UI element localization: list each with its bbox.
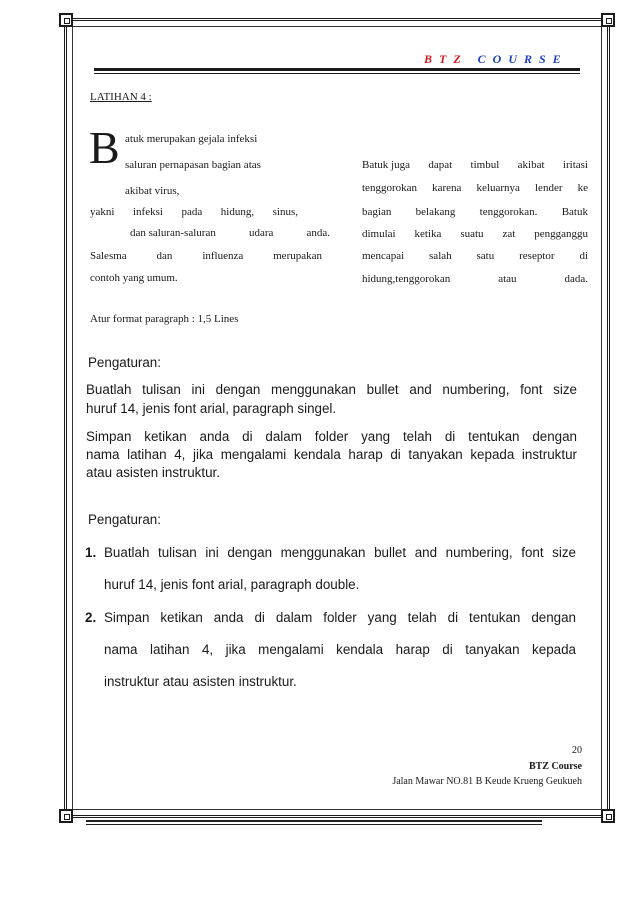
word: hidung,: [220, 206, 255, 218]
word: influenza: [202, 250, 244, 262]
word: ke: [577, 182, 588, 194]
word: merupakan: [273, 250, 322, 262]
footer-address: Jalan Mawar NO.81 B Keude Krueng Geukueh: [392, 776, 582, 787]
header-rule: [94, 68, 580, 71]
list-number-2: 2.: [85, 610, 97, 625]
word: keluarnya: [476, 182, 520, 194]
corner-ornament-bottom-left: [59, 809, 73, 823]
bottom-rule-thin: [86, 824, 542, 825]
word: di: [579, 250, 588, 262]
word: Salesma: [90, 250, 127, 262]
right-line-5: [362, 250, 588, 262]
word: yakni: [90, 206, 115, 218]
list-item-2-line3: instruktur atau asisten instruktur.: [104, 674, 297, 689]
section2-heading: Pengaturan:: [88, 512, 161, 527]
left-line-6: [90, 250, 322, 262]
word: timbul: [470, 159, 500, 171]
word: udara: [248, 227, 274, 239]
word: karena: [432, 182, 462, 194]
left-line-7: contoh yang umum.: [90, 272, 178, 284]
corner-ornament-top-left: [59, 13, 73, 27]
corner-ornament-top-right: [601, 13, 615, 27]
word: iritasi: [562, 159, 588, 171]
page-title: LATIHAN 4 :: [90, 91, 152, 103]
list-item-2-line2: nama latihan 4, jika mengalami kendala harap di tanyakan kepada: [104, 642, 576, 657]
left-line-2: saluran pernapasan bagian atas: [125, 159, 261, 171]
left-line-4: [90, 206, 298, 218]
word: dapat: [428, 159, 453, 171]
word: tenggorokan.: [479, 206, 538, 218]
word: Batuk: [561, 206, 588, 218]
word: reseptor: [519, 250, 555, 262]
word: salah: [429, 250, 452, 262]
word: dan saluran-saluran: [130, 227, 216, 239]
page-number: 20: [572, 745, 582, 756]
word: akibat: [517, 159, 545, 171]
section1-para2-line2: nama latihan 4, jika mengalami kendala harap di tanyakan kepada instruktur: [86, 447, 577, 462]
word: lender: [535, 182, 563, 194]
header-rule-thin: [94, 73, 580, 74]
list-item-1-line1: Buatlah tulisan ini dengan menggunakan bullet and numbering, font size: [104, 545, 576, 560]
footer-company: BTZ Course: [528, 761, 582, 772]
word: suatu: [460, 228, 484, 240]
word: tenggorokan: [362, 182, 417, 194]
format-note: Atur format paragraph : 1,5 Lines: [90, 313, 239, 325]
list-number-1: 1.: [85, 545, 97, 560]
right-line-2: [362, 182, 588, 194]
drop-cap: B: [89, 122, 120, 173]
section1-para1-line1: Buatlah tulisan ini dengan menggunakan bullet and numbering, font size: [86, 382, 577, 397]
word: belakang: [415, 206, 456, 218]
word: sinus,: [272, 206, 298, 218]
word: dada.: [564, 273, 588, 285]
section1-heading: Pengaturan:: [88, 355, 161, 370]
word: mencapai: [362, 250, 405, 262]
word: zat: [502, 228, 516, 240]
word: hidung,tenggorokan: [362, 273, 451, 285]
right-line-6: [362, 273, 588, 285]
word: satu: [476, 250, 495, 262]
brand-part-btz: B T Z: [424, 52, 463, 66]
word: ketika: [414, 228, 442, 240]
section1-para1-line2: huruf 14, jenis font arial, paragraph singel.: [86, 401, 337, 416]
brand-header: [424, 52, 563, 67]
section1-para2-line1: Simpan ketikan anda di dalam folder yang telah di tentukan dengan: [86, 429, 577, 444]
left-line-5: [130, 227, 330, 239]
bottom-rule: [86, 820, 542, 822]
word: dimulai: [362, 228, 396, 240]
list-item-1-line2: huruf 14, jenis font arial, paragraph double.: [104, 577, 360, 592]
right-line-4: [362, 228, 588, 240]
right-line-1: [362, 159, 588, 171]
corner-ornament-bottom-right: [601, 809, 615, 823]
word: anda.: [306, 227, 330, 239]
word: Batuk juga: [362, 159, 410, 171]
right-line-3: [362, 206, 588, 218]
word: pengganggu: [534, 228, 588, 240]
brand-part-course: C O U R S E: [477, 52, 563, 66]
left-line-1: atuk merupakan gejala infeksi: [125, 133, 258, 145]
list-item-2-line1: Simpan ketikan anda di dalam folder yang telah di tentukan dengan: [104, 610, 576, 625]
word: pada: [181, 206, 203, 218]
word: infeksi: [132, 206, 163, 218]
word: dan: [156, 250, 173, 262]
left-line-3: akibat virus,: [125, 185, 180, 197]
section1-para2-line3: atau asisten instruktur.: [86, 465, 220, 480]
word: atau: [498, 273, 517, 285]
word: bagian: [362, 206, 392, 218]
